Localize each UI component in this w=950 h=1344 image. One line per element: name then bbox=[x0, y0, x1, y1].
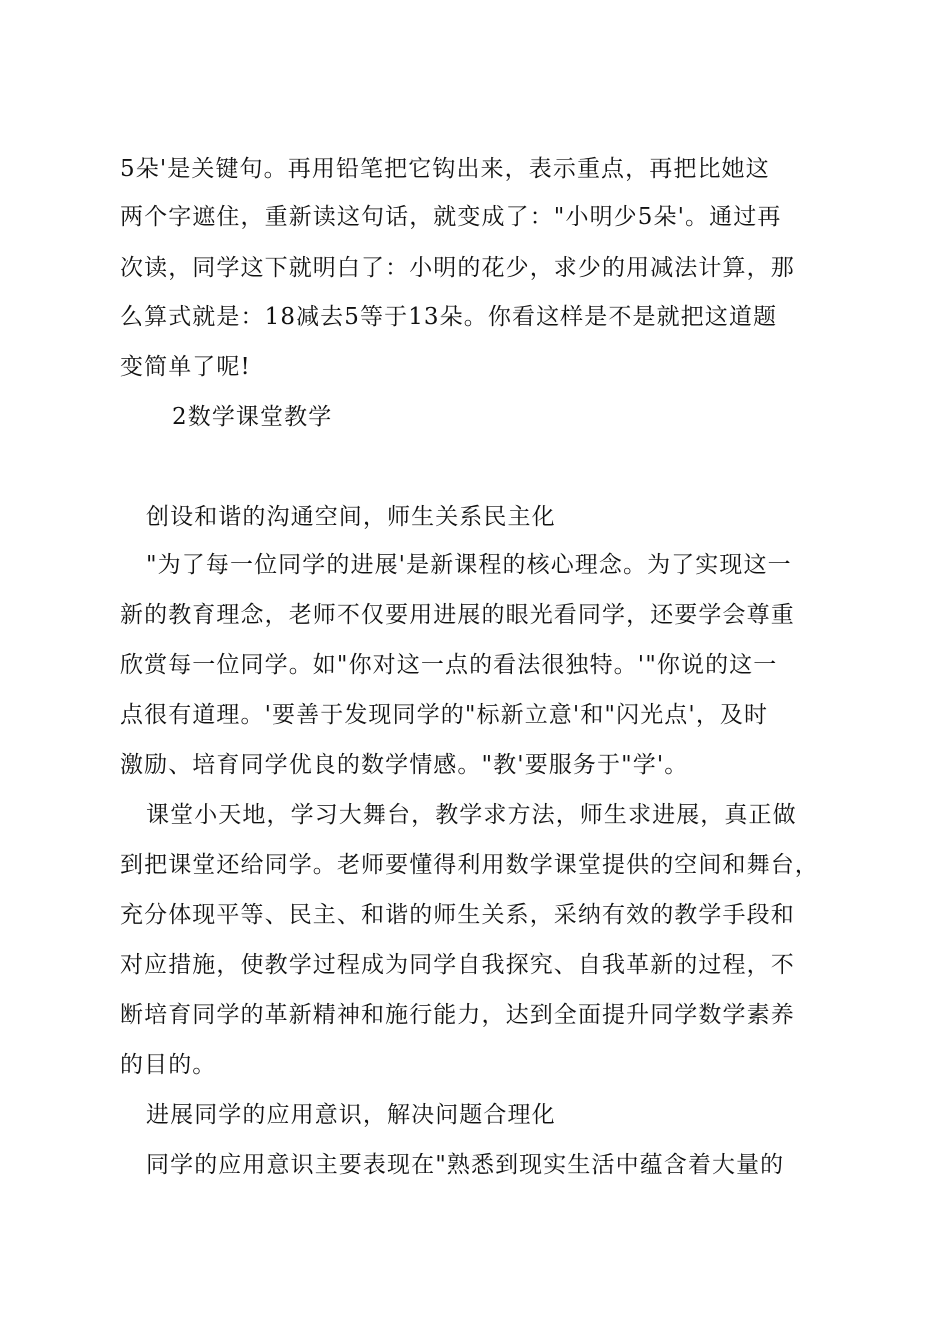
paragraph-line: 断培育同学的革新精神和施行能力，达到全面提升同学数学素养 bbox=[120, 1002, 795, 1028]
paragraph-line: 点很有道理。'要善于发现同学的"标新立意'和"闪光点'，及时 bbox=[120, 702, 769, 728]
paragraph-line: 课堂小天地，学习大舞台，教学求方法，师生求进展，真正做 bbox=[146, 802, 797, 828]
paragraph-line: 欣赏每一位同学。如"你对这一点的看法很独特。'"你说的这一 bbox=[120, 652, 778, 678]
paragraph-line: 到把课堂还给同学。老师要懂得利用数学课堂提供的空间和舞台， bbox=[120, 852, 819, 878]
paragraph-line: "为了每一位同学的进展'是新课程的核心理念。为了实现这一 bbox=[146, 552, 792, 578]
paragraph-line: 充分体现平等、民主、和谐的师生关系，采纳有效的教学手段和 bbox=[120, 902, 795, 928]
paragraph-line: 对应措施，使教学过程成为同学自我探究、自我革新的过程，不 bbox=[120, 952, 795, 978]
section-heading: 2数学课堂教学 bbox=[172, 404, 333, 430]
paragraph-line: 两个字遮住，重新读这句话，就变成了："小明少5朵'。通过再 bbox=[120, 204, 782, 230]
paragraph-line: 么算式就是：18减去5等于13朵。你看这样是不是就把这道题 bbox=[120, 304, 778, 330]
paragraph-line: 次读，同学这下就明白了：小明的花少，求少的用减法计算，那 bbox=[120, 255, 795, 281]
paragraph-line: 的目的。 bbox=[120, 1052, 217, 1078]
paragraph-line: 激励、培育同学优良的数学情感。"教'要服务于"学'。 bbox=[120, 752, 689, 778]
paragraph-line: 新的教育理念，老师不仅要用进展的眼光看同学，还要学会尊重 bbox=[120, 602, 795, 628]
subheading: 创设和谐的沟通空间，师生关系民主化 bbox=[146, 504, 556, 530]
paragraph-line: 5朵'是关键句。再用铅笔把它钩出来，表示重点，再把比她这 bbox=[120, 156, 770, 182]
subheading: 进展同学的应用意识，解决问题合理化 bbox=[146, 1102, 556, 1128]
paragraph-line: 同学的应用意识主要表现在"熟悉到现实生活中蕴含着大量的 bbox=[146, 1152, 785, 1178]
paragraph-line: 变简单了呢! bbox=[120, 354, 251, 380]
